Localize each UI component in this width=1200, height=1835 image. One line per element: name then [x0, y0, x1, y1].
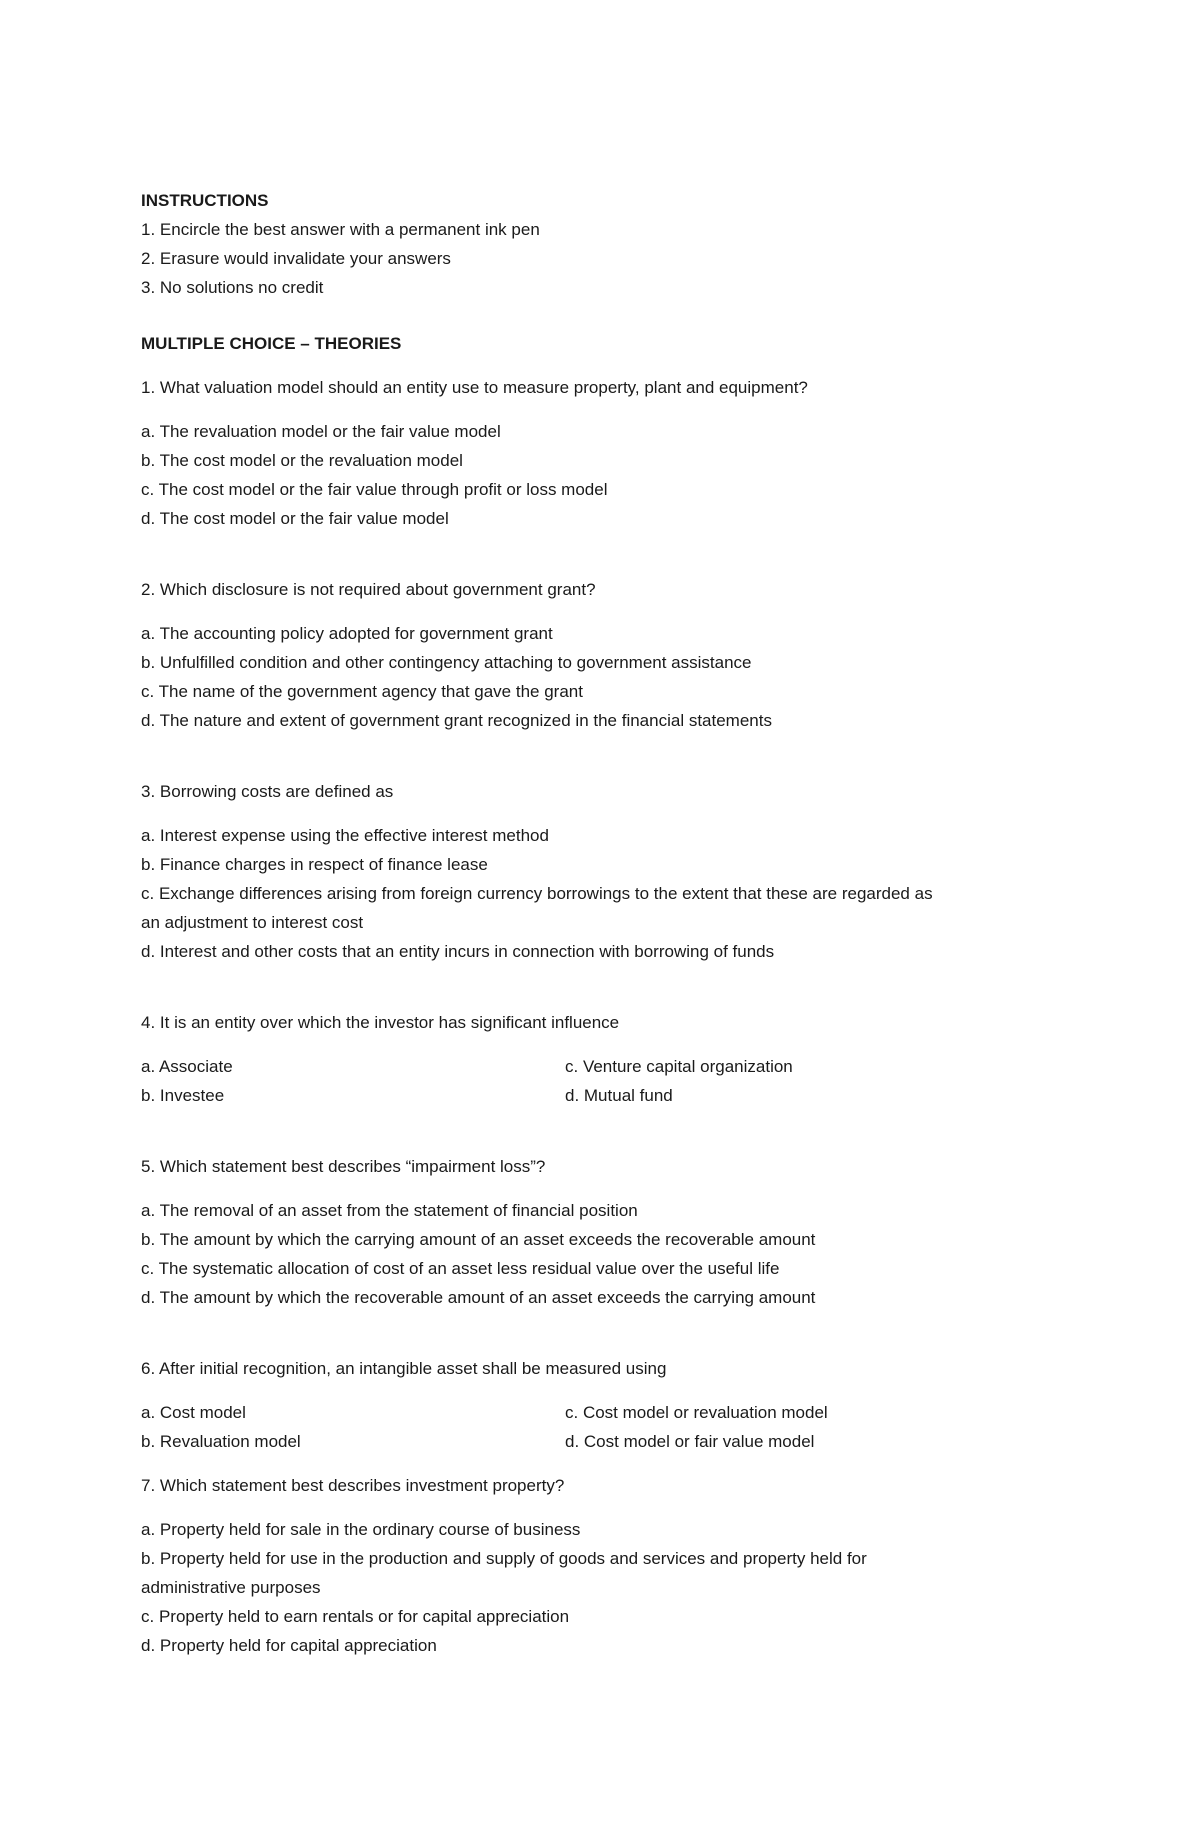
- choice-b[interactable]: b. The amount by which the carrying amount of an asset exceeds the recoverable amount: [141, 1230, 816, 1249]
- question-3: [141, 777, 1081, 966]
- choice-a[interactable]: a. Property held for sale in the ordinary course of business: [141, 1520, 581, 1539]
- instructions-heading: INSTRUCTIONS: [141, 191, 269, 210]
- question-7: [141, 1471, 1081, 1660]
- choice-a[interactable]: a. Cost model: [141, 1403, 246, 1422]
- choice-b[interactable]: b. Unfulfilled condition and other contingency attaching to government assistance: [141, 653, 752, 672]
- choice-d[interactable]: d. The amount by which the recoverable amount of an asset exceeds the carrying amount: [141, 1288, 816, 1307]
- choice-c[interactable]: c. The cost model or the fair value through profit or loss model: [141, 480, 608, 499]
- choice-c[interactable]: c. Venture capital organization: [565, 1057, 793, 1076]
- choice-c[interactable]: c. The name of the government agency that gave the grant: [141, 682, 583, 701]
- instruction-item: 1. Encircle the best answer with a permanent ink pen: [141, 220, 540, 239]
- choice-d[interactable]: d. Interest and other costs that an entity incurs in connection with borrowing of funds: [141, 942, 775, 961]
- choice-b[interactable]: b. Investee: [141, 1086, 225, 1105]
- choices-grid: [141, 1398, 1081, 1456]
- choice-b[interactable]: b. Property held for use in the production and supply of goods and services and property held for: [141, 1549, 867, 1568]
- question-text: 1. What valuation model should an entity use to measure property, plant and equipment?: [141, 378, 808, 397]
- choice-a[interactable]: a. The removal of an asset from the statement of financial position: [141, 1201, 638, 1220]
- choice-c-continued[interactable]: an adjustment to interest cost: [141, 913, 364, 932]
- instruction-item: 2. Erasure would invalidate your answers: [141, 249, 451, 268]
- question-text: 2. Which disclosure is not required about government grant?: [141, 580, 596, 599]
- choice-d[interactable]: d. Cost model or fair value model: [565, 1432, 815, 1451]
- choices-grid: [141, 1052, 1081, 1110]
- choice-a[interactable]: a. The accounting policy adopted for government grant: [141, 624, 553, 643]
- choice-a[interactable]: a. Associate: [141, 1057, 233, 1076]
- choice-c[interactable]: c. Exchange differences arising from foreign currency borrowings to the extent that these are regarded as: [141, 884, 933, 903]
- choice-d[interactable]: d. Property held for capital appreciation: [141, 1636, 437, 1655]
- choice-d[interactable]: d. The nature and extent of government grant recognized in the financial statements: [141, 711, 772, 730]
- choice-a[interactable]: a. Interest expense using the effective interest method: [141, 826, 549, 845]
- question-text: 5. Which statement best describes “impairment loss”?: [141, 1157, 546, 1176]
- question-text: 7. Which statement best describes investment property?: [141, 1476, 565, 1495]
- choice-c[interactable]: c. The systematic allocation of cost of an asset less residual value over the useful life: [141, 1259, 780, 1278]
- instruction-item: 3. No solutions no credit: [141, 278, 324, 297]
- question-1: [141, 373, 1081, 533]
- choice-a[interactable]: a. The revaluation model or the fair value model: [141, 422, 501, 441]
- section-heading: MULTIPLE CHOICE – THEORIES: [141, 334, 402, 353]
- question-text: 3. Borrowing costs are defined as: [141, 782, 394, 801]
- choice-b[interactable]: b. Finance charges in respect of finance lease: [141, 855, 488, 874]
- choice-c[interactable]: c. Property held to earn rentals or for capital appreciation: [141, 1607, 570, 1626]
- choice-d[interactable]: d. Mutual fund: [565, 1086, 673, 1105]
- question-5: [141, 1152, 1081, 1312]
- question-text: 6. After initial recognition, an intangible asset shall be measured using: [141, 1359, 667, 1378]
- choice-b[interactable]: b. The cost model or the revaluation model: [141, 451, 463, 470]
- question-4: [141, 1008, 1081, 1110]
- choice-b[interactable]: b. Revaluation model: [141, 1432, 301, 1451]
- choice-c[interactable]: c. Cost model or revaluation model: [565, 1403, 828, 1422]
- question-text: 4. It is an entity over which the investor has significant influence: [141, 1013, 620, 1032]
- instructions-block: [141, 186, 1081, 302]
- question-2: [141, 575, 1081, 735]
- choice-d[interactable]: d. The cost model or the fair value model: [141, 509, 449, 528]
- choice-b-continued[interactable]: administrative purposes: [141, 1578, 321, 1597]
- question-6: [141, 1354, 1081, 1456]
- exam-page: [141, 186, 1081, 1660]
